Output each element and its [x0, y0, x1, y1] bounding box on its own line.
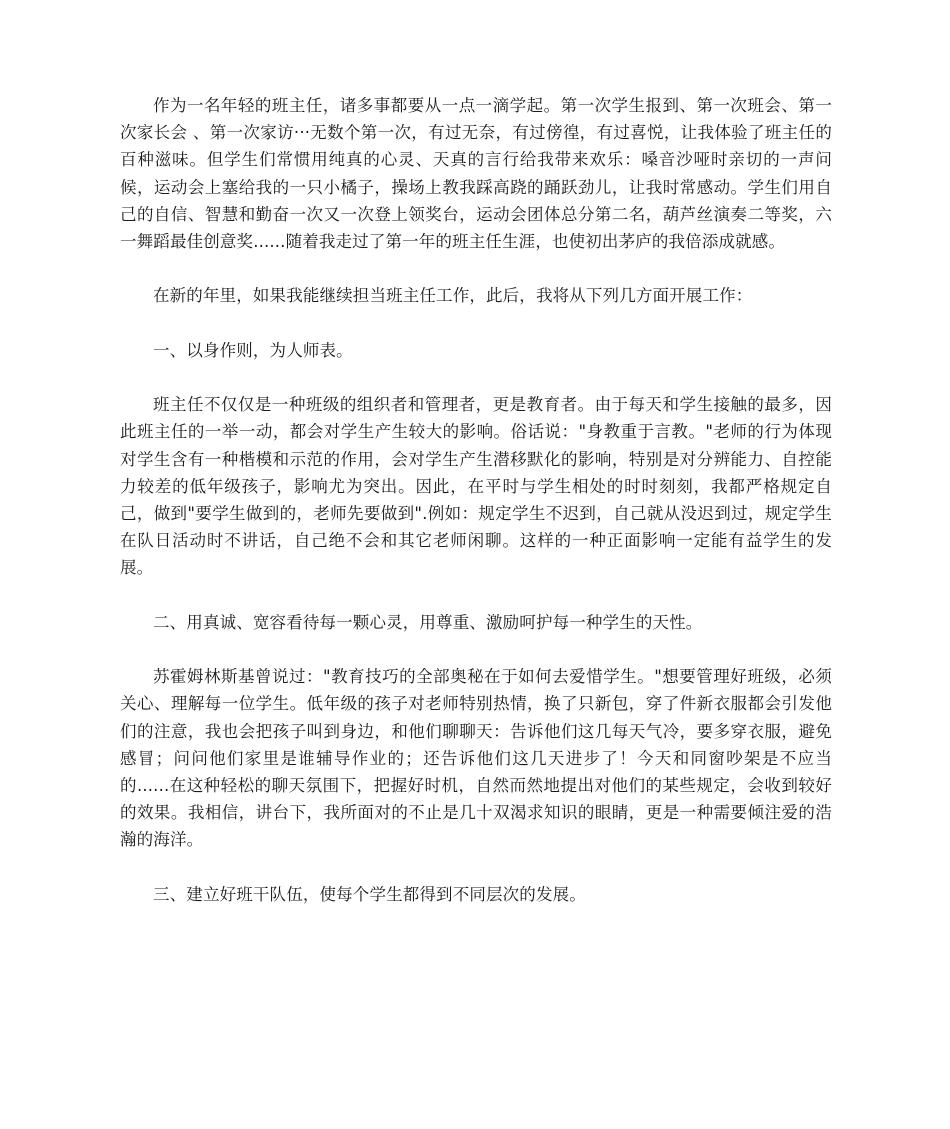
- paragraph-spacer: [120, 854, 832, 881]
- paragraph-spacer: [120, 582, 832, 609]
- document-body: [120, 92, 832, 908]
- paragraph-spacer: [120, 310, 832, 337]
- paragraph-plan-intro: 在新的年里，如果我能继续担当班主任工作，此后，我将从下列几方面开展工作：: [153, 286, 753, 306]
- paragraph-section-2: 苏霍姆林斯基曾说过："教育技巧的全部奥秘在于如何去爱惜学生。"想要管理好班级，必须关心、理解每一位学生。低年级的孩子对老师特别热情，换了只新包，穿了件新衣服都会引发他们的注意，我也会把孩子叫到身边，和他们聊聊天：告诉他们这几每天气冷，要多穿衣服，避免感冒；问问他们家里是谁辅导作业的；还告诉他们这几天进步了！今天和同窗吵架是不应当的......在这种轻松的聊天氛围下，把握好时机，自然而然地提出对他们的某些规定，会收到较好的效果。我相信，讲台下，我所面对的不止是几十双渴求知识的眼睛，更是一种需要倾注爱的浩瀚的海洋。: [120, 667, 832, 850]
- section-heading-2: 二、用真诚、宽容看待每一颗心灵，用尊重、激励呵护每一种学生的天性。: [153, 612, 703, 632]
- section-heading-1: 一、以身作则，为人师表。: [153, 340, 353, 360]
- paragraph-spacer: [120, 636, 832, 663]
- paragraph-spacer: [120, 364, 832, 391]
- section-heading-3: 三、建立好班干队伍，使每个学生都得到不同层次的发展。: [153, 884, 586, 904]
- paragraph-section-1: 班主任不仅仅是一种班级的组织者和管理者，更是教育者。由于每天和学生接触的最多，因此班主任的一举一动，都会对学生产生较大的影响。俗话说："身教重于言教。"老师的行为体现对学生含有一种楷模和示范的作用，会对学生产生潜移默化的影响，特别是对分辨能力、自控能力较差的低年级孩子，影响尤为突出。因此，在平时与学生相处的时时刻刻，我都严格规定自己，做到"要学生做到的，老师先要做到".例如：规定学生不迟到，自己就从没迟到过，规定学生在队日活动时不讲话，自己绝不会和其它老师闲聊。这样的一种正面影响一定能有益学生的发展。: [120, 395, 832, 578]
- paragraph-spacer: [120, 255, 832, 282]
- paragraph-intro: 作为一名年轻的班主任，诸多事都要从一点一滴学起。第一次学生报到、第一次班会、第一次家长会 、第一次家访···无数个第一次，有过无奈，有过傍徨，有过喜悦，让我体验了班主任的百种滋味。但学生们常惯用纯真的心灵、天真的言行给我带来欢乐：嗓音沙哑时亲切的一声问候，运动会上塞给我的一只小橘子，操场上教我踩高跷的踊跃劲儿，让我时常感动。学生们用自己的自信、智慧和勤奋一次又一次登上领奖台，运动会团体总分第二名，葫芦丝演奏二等奖，六一舞蹈最佳创意奖......随着我走过了第一年的班主任生涯，也使初出茅庐的我倍添成就感。: [120, 96, 832, 252]
